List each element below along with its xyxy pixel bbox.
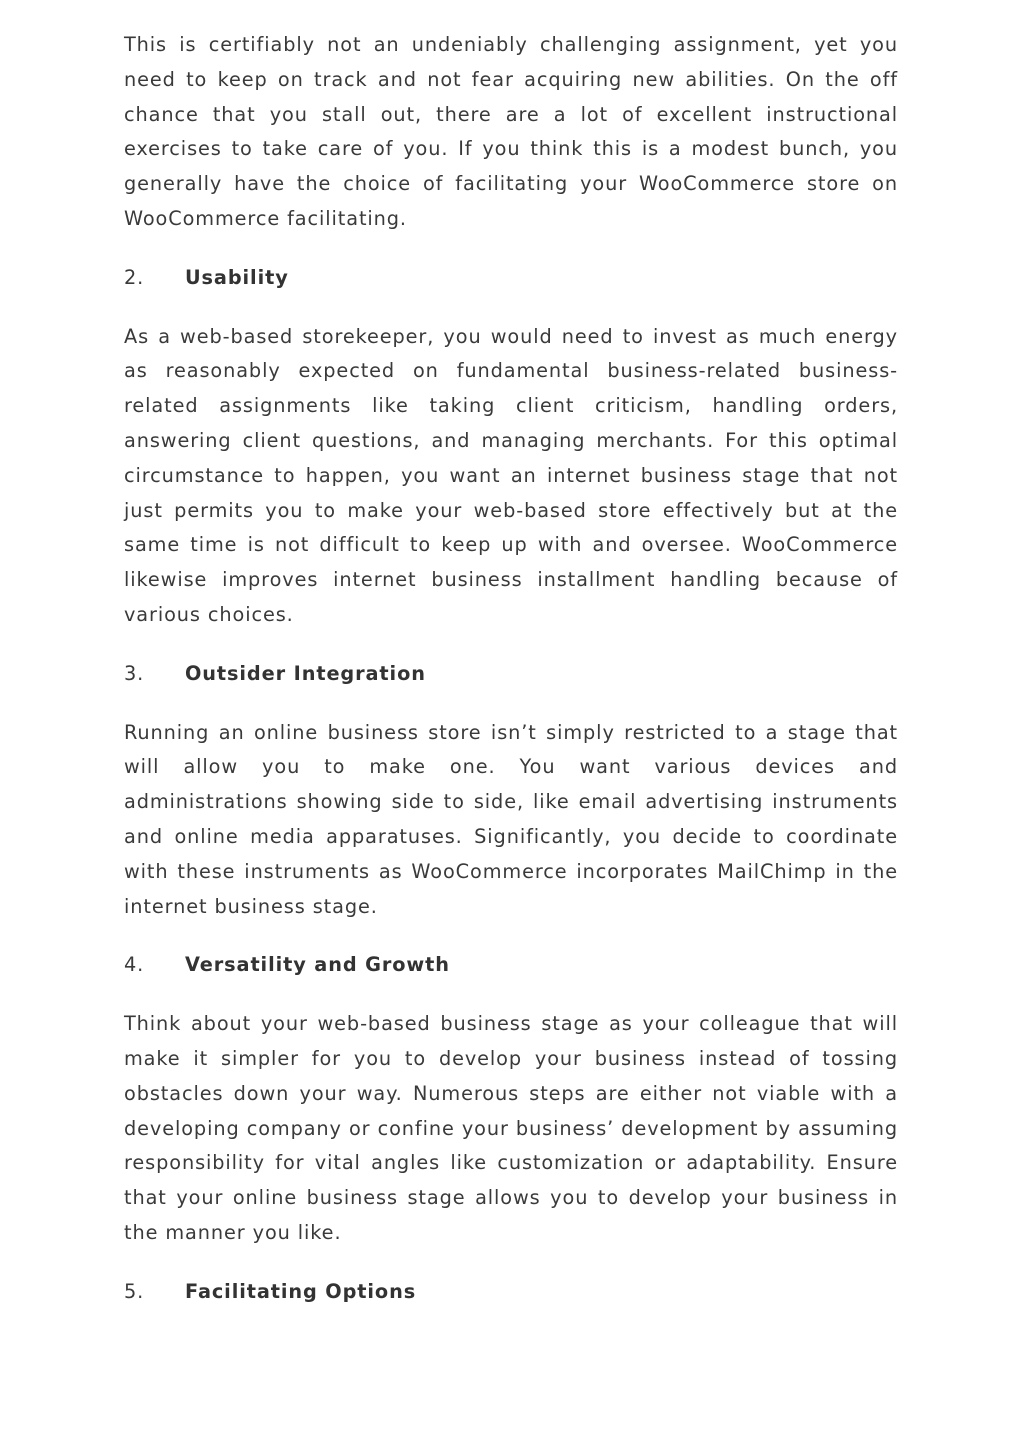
heading-number: 3. bbox=[124, 661, 145, 685]
paragraph-outsider-integration: Running an online business store isn’t simply restricted to a stage that will allow you to make one. You want various devices and administrations showing side to side, like email advertising instruments and online media apparatuses. Significantly, you decide to coordinate with these instruments as WooCommerce incorporates MailChimp in the internet business stage. bbox=[124, 720, 898, 918]
heading-number: 4. bbox=[124, 953, 145, 977]
heading-usability bbox=[124, 261, 898, 296]
heading-title: Versatility and Growth bbox=[185, 953, 450, 977]
heading-versatility-growth bbox=[124, 948, 898, 983]
paragraph-intro: This is certifiably not an undeniably challenging assignment, yet you need to keep on track and not fear acquiring new abilities. On the off chance that you stall out, there are a lot of excellent instructional exercises to take care of you. If you think this is a modest bunch, you generally have the choice of facilitating your WooCommerce store on WooCommerce facilitating. bbox=[124, 33, 898, 230]
heading-title: Facilitating Options bbox=[185, 1279, 417, 1303]
document-page bbox=[124, 28, 898, 1334]
heading-title: Outsider Integration bbox=[185, 661, 426, 685]
heading-number: 2. bbox=[124, 265, 145, 289]
paragraph-versatility-growth: Think about your web-based business stage as your colleague that will make it simpler for you to develop your business instead of tossing obstacles down your way. Numerous steps are either not viable with a developing company or confine your business’ development by assuming responsibility for vital angles like customization or adaptability. Ensure that your online business stage allows you to develop your business in the manner you like. bbox=[124, 1012, 898, 1244]
heading-outsider-integration bbox=[124, 657, 898, 692]
paragraph-usability: As a web-based storekeeper, you would need to invest as much energy as reasonably expected on fundamental business-related business-related assignments like taking client criticism, handling orders, answering client questions, and managing merchants. For this optimal circumstance to happen, you want an internet business stage that not just permits you to make your web-based store effectively but at the same time is not difficult to keep up with and oversee. WooCommerce likewise improves internet business installment handling because of various choices. bbox=[124, 324, 898, 626]
heading-number: 5. bbox=[124, 1279, 145, 1303]
heading-facilitating-options bbox=[124, 1275, 898, 1310]
heading-title: Usability bbox=[185, 265, 289, 289]
